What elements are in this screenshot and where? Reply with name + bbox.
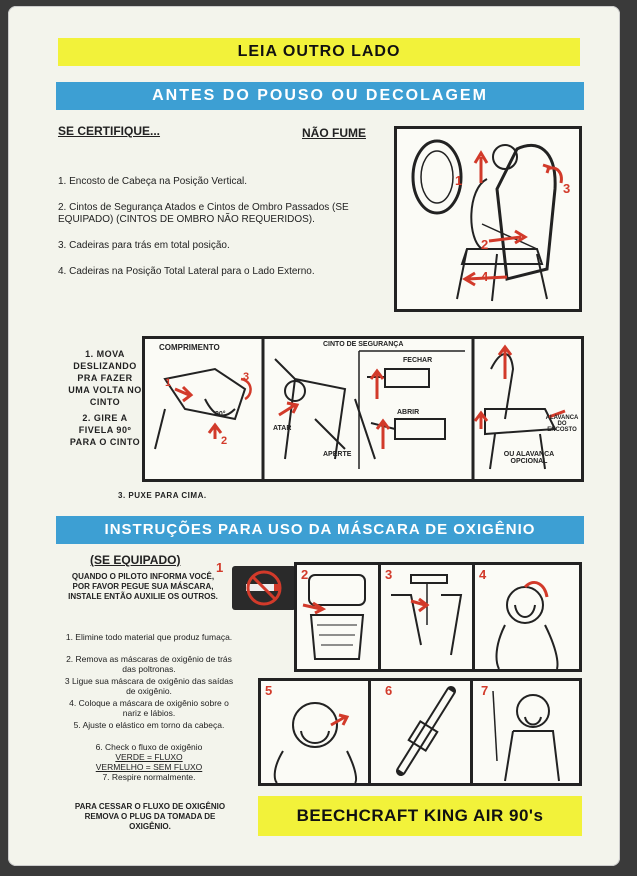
no-smoking-icon — [232, 566, 296, 610]
mask-panel-number: 1 — [216, 560, 224, 575]
mask-step-7: 7. Respire normalmente. — [102, 772, 196, 782]
top-banner: LEIA OUTRO LADO — [58, 38, 580, 66]
mask-step: 5. Ajuste o elástico em torno da cabeça. — [73, 720, 225, 730]
mask-panel-number: 7 — [481, 683, 489, 698]
mask-panel-6 — [368, 678, 474, 786]
mask-step: 3 Ligue sua máscara de oxigênio das saídas de oxigênio. — [64, 676, 234, 696]
seat-number: 3 — [563, 181, 571, 196]
mask-panel-number: 5 — [265, 683, 273, 698]
flow-red: VERMELHO = SEM FLUXO — [95, 762, 203, 772]
list-item: 3. Cadeiras para trás em total posição. — [58, 240, 230, 251]
belt-number: 3 — [243, 371, 250, 383]
stop-flow-note: PARA CESSAR O FLUXO DE OXIGÊNIO REMOVA O PLUG DA TOMADA DE OXIGÊNIO. — [74, 802, 226, 831]
seat-number: 4 — [481, 269, 489, 284]
comprimento-label: COMPRIMENTO — [159, 343, 220, 352]
se-equipado-heading: (SE EQUIPADO) — [90, 553, 181, 567]
mask-panel-number: 2 — [301, 567, 309, 582]
seatbelt-illustration — [142, 336, 584, 482]
mask-step: 2. Remova as máscaras de oxigênio de trás das poltronas. — [66, 654, 232, 674]
mask-panel-3 — [378, 562, 476, 672]
flow-green: VERDE = FLUXO — [115, 752, 183, 762]
alavanca-opcional-label: OU ALAVANCA OPCIONAL — [503, 451, 555, 465]
alavanca-encosto-label: ALAVANCA DO ENCOSTO — [545, 415, 579, 433]
aircraft-banner: BEECHCRAFT KING AIR 90's — [258, 796, 582, 836]
list-item: 4. Cadeiras na Posição Total Lateral para o Lado Externo. — [58, 266, 315, 277]
section1-title: ANTES DO POUSO OU DECOLAGEM — [56, 82, 584, 110]
nao-fume-heading: NÃO FUME — [302, 126, 366, 140]
mask-panel-number: 3 — [385, 567, 393, 582]
seat-illustration — [394, 126, 582, 312]
mask-panel-number: 4 — [479, 567, 487, 582]
mask-step: 1. Elimine todo material que produz fumaça. — [65, 632, 233, 642]
mask-panel-4 — [472, 562, 582, 672]
mask-panel-2 — [294, 562, 382, 672]
fechar-label: FECHAR — [403, 357, 433, 364]
mask-step: 4. Coloque a máscara de oxigênio sobre o nariz e lábios. — [69, 698, 229, 718]
seat-number: 2 — [481, 237, 489, 252]
seat-number: 1 — [455, 173, 463, 188]
safety-card — [8, 6, 620, 866]
mask-intro: QUANDO O PILOTO INFORMA VOCÊ, POR FAVOR PEGUE SUA MÁSCARA, INSTALE ENTÃO AUXILIE OS OUTROS. — [68, 572, 218, 601]
mask-step: 6. Check o fluxo de oxigênio — [95, 742, 203, 752]
atar-label: ATAR — [273, 425, 292, 432]
se-certifique-heading: SE CERTIFIQUE... — [58, 124, 161, 138]
belt-step-1: 1. MOVA DESLIZANDO PRA FAZER UMA VOLTA NO CINTO — [68, 349, 142, 407]
belt-number: 1 — [165, 377, 172, 389]
list-item: 2. Cintos de Segurança Atados e Cintos de Ombro Passados (SE EQUIPADO) (CINTOS DE OMBRO NÃO REQUERIDOS). — [58, 202, 349, 225]
mask-panel-7 — [470, 678, 582, 786]
belt-step-3: 3. PUXE PARA CIMA. — [118, 491, 207, 500]
list-item: 1. Encosto de Cabeça na Posição Vertical. — [58, 176, 248, 187]
mask-panel-number: 6 — [385, 683, 393, 698]
section2-title: INSTRUÇÕES PARA USO DA MÁSCARA DE OXIGÊNIO — [56, 516, 584, 544]
mask-panel-5 — [258, 678, 372, 786]
rotation-degree: 90° — [215, 411, 226, 418]
abrir-label: ABRIR — [397, 409, 420, 416]
cinto-label: CINTO DE SEGURANÇA — [323, 341, 404, 348]
belt-step-2: 2. GIRE A FIVELA 90º PARA O CINTO — [69, 413, 141, 447]
belt-number: 2 — [221, 435, 228, 447]
aperte-label: APERTE — [323, 451, 352, 458]
